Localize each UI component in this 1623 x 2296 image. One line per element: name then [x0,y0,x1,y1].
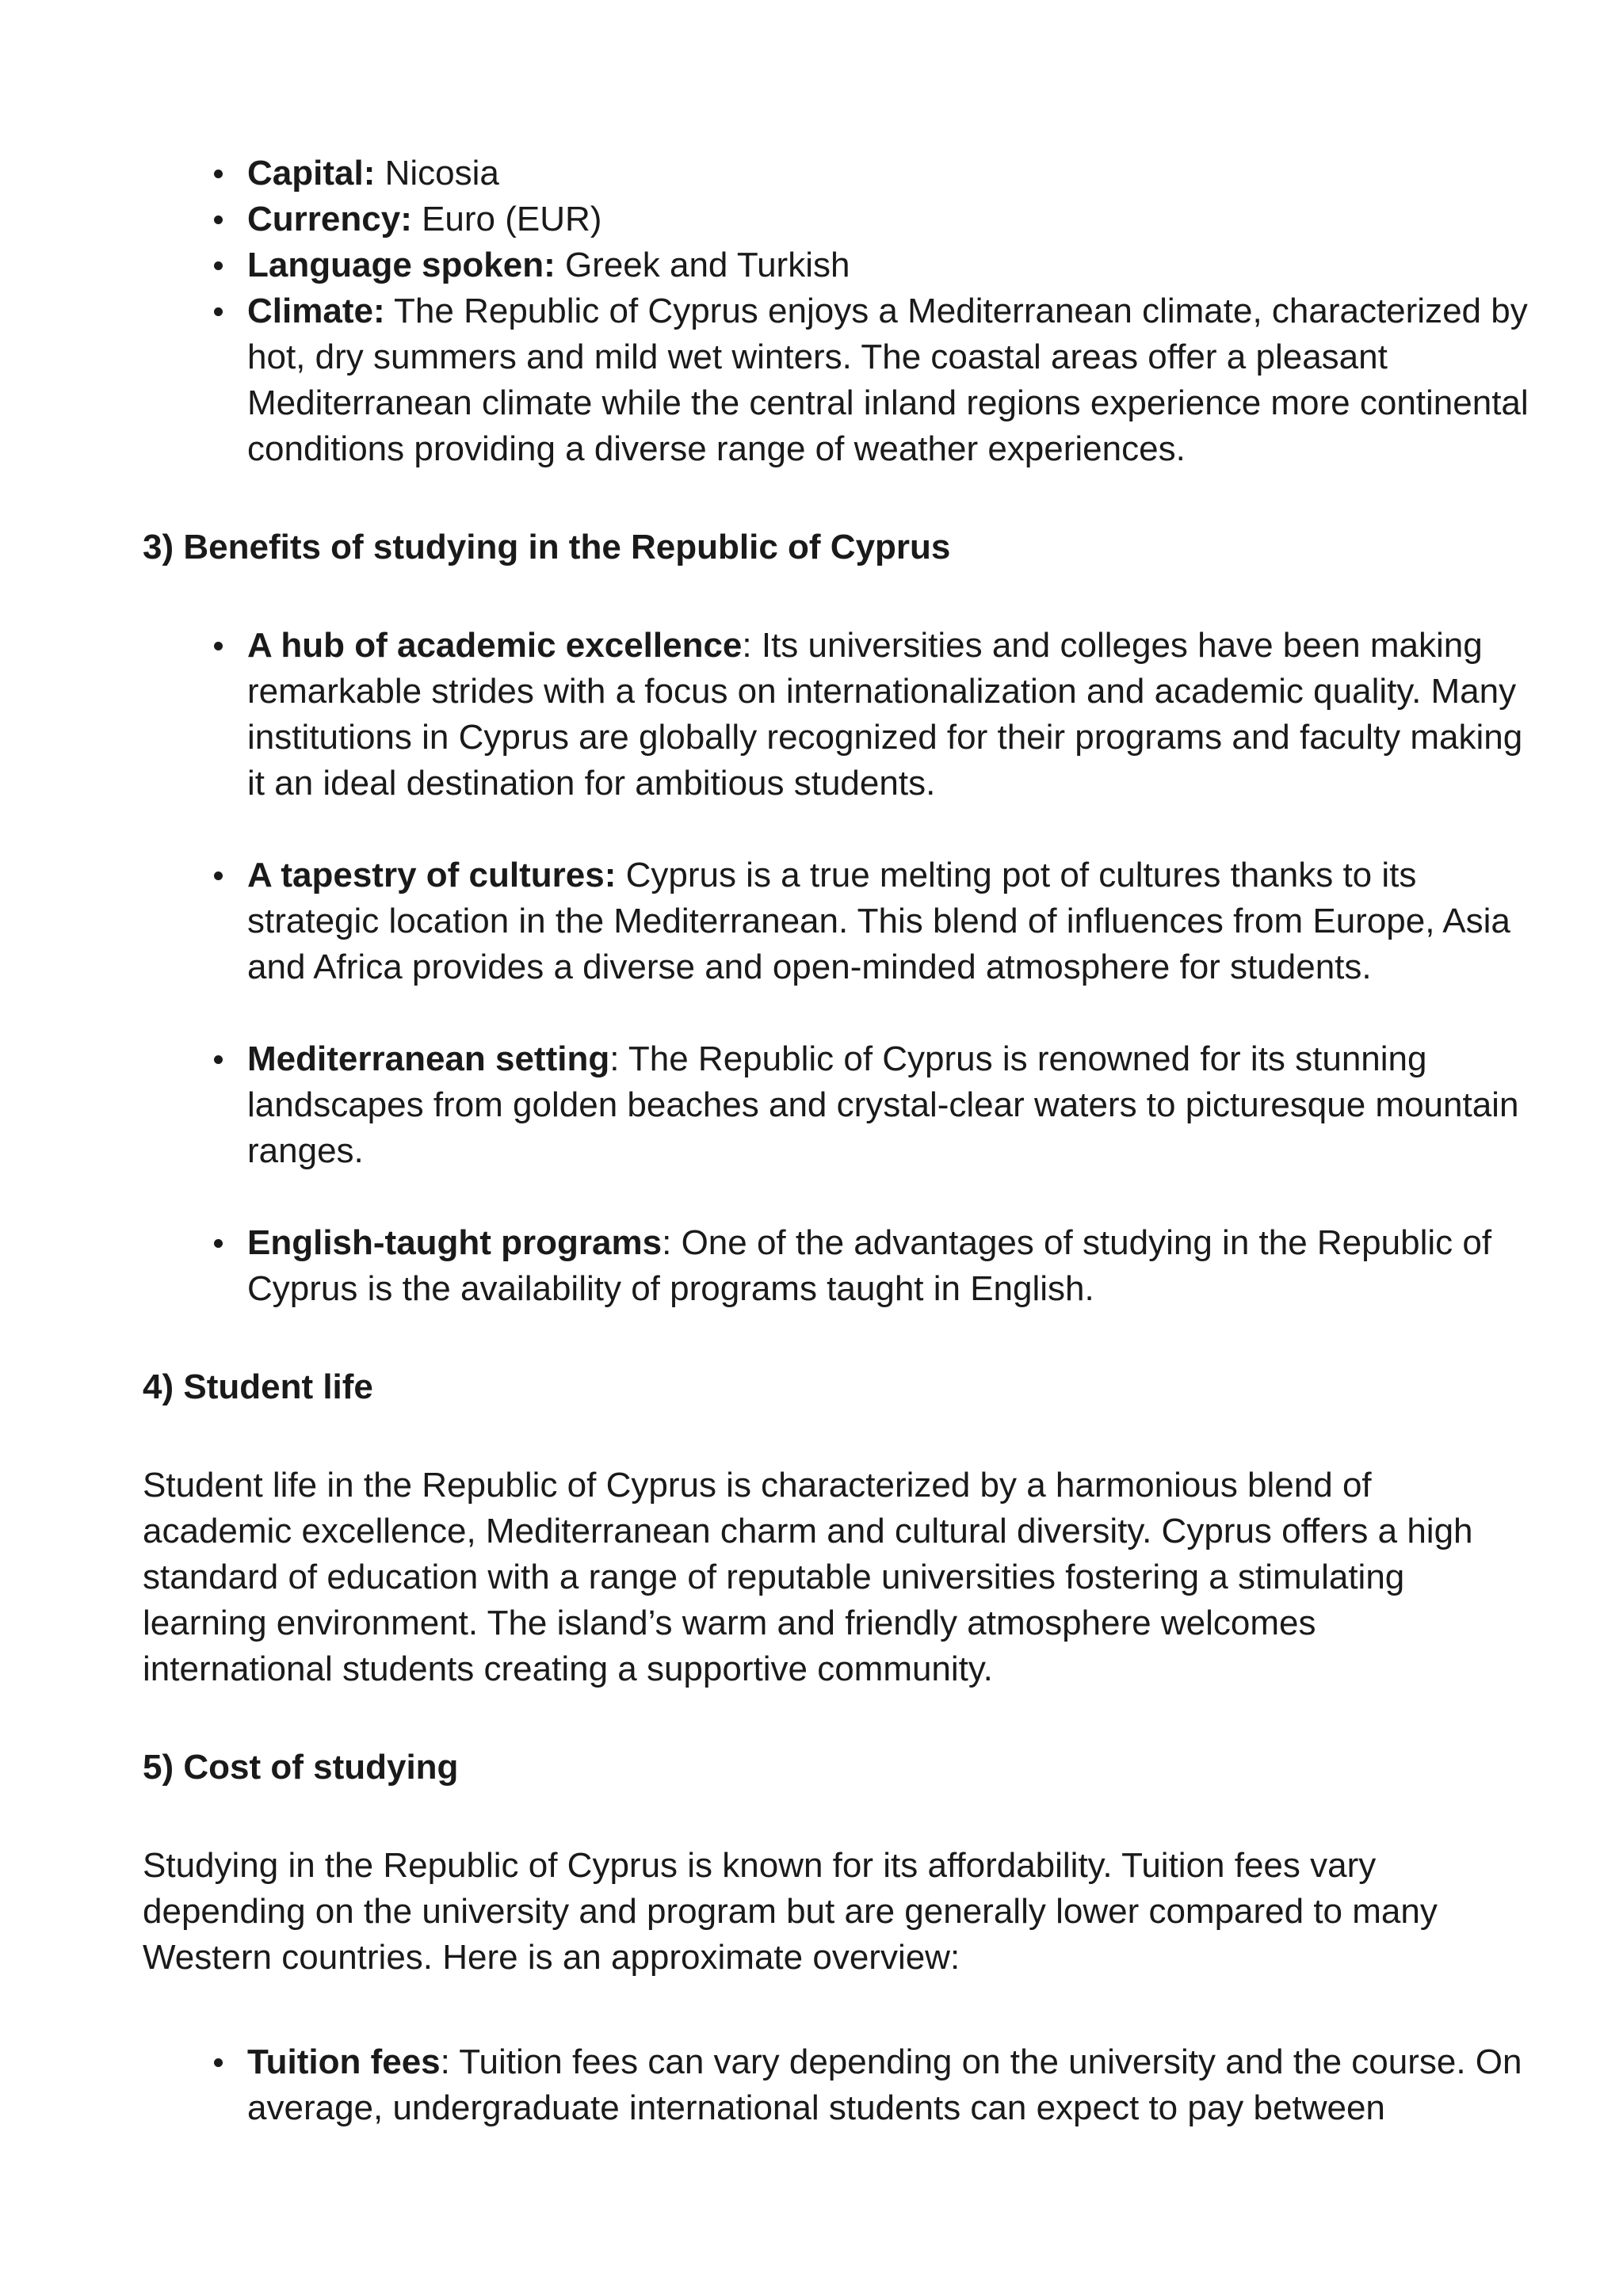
country-facts-list [143,151,1569,472]
list-item-term: Climate: [247,292,385,330]
list-item-term: Capital: [247,154,376,193]
cost-list [143,2039,1569,2131]
list-item-text: : The Republic of Cyprus is renowned for its stunning landscapes from golden beaches and crystal-clear waters to picturesque mountain ranges. [247,1039,1519,1170]
list-item-text: Nicosia [375,154,499,193]
list-item [247,288,1547,472]
list-item-text: : Tuition fees can vary depending on the university and the course. On average, undergraduate international students can expect to pay between [247,2042,1522,2127]
list-item [247,1220,1547,1312]
spacer [143,1791,1569,1843]
list-item-text: Cyprus is a true melting pot of cultures thanks to its strategic location in the Mediterranean. This blend of influences from Europe, Asia and Africa provides a diverse and open-minded atmosphere for students. [247,856,1510,986]
document-page [143,151,1569,2131]
list-item [247,242,1547,288]
spacer [143,570,1569,623]
section-heading-benefits: 3) Benefits of studying in the Republic of Cyprus [143,528,951,566]
list-item-term: Currency: [247,200,412,238]
list-item-text: Greek and Turkish [555,246,850,284]
list-item-text: : Its universities and colleges have been making remarkable strides with a focus on internationalization and academic quality. Many institutions in Cyprus are globally recognized for their programs and faculty making it an ideal destination for ambitious students. [247,626,1523,803]
list-item [247,1036,1547,1174]
list-item-term: A tapestry of cultures: [247,856,617,894]
list-item [247,196,1547,242]
benefits-list [143,623,1569,1312]
list-item [247,2039,1547,2131]
list-item-text: : One of the advantages of studying in the Republic of Cyprus is the availability of programs taught in English. [247,1223,1492,1308]
section-heading-student-life: 4) Student life [143,1367,373,1406]
list-item-term: Tuition fees [247,2042,441,2081]
section-heading-cost: 5) Cost of studying [143,1748,459,1787]
list-item-term: Language spoken: [247,246,556,284]
list-item-text: Euro (EUR) [411,200,602,238]
spacer [143,1981,1569,2039]
spacer [143,472,1569,524]
student-life-paragraph: Student life in the Republic of Cyprus is characterized by a harmonious blend of academic excellence, Mediterranean charm and cultural diversity. Cyprus offers a high standard of education with a range of reputable universities fostering a stimulating learning environment. The island’s warm and friendly atmosphere welcomes international students creating a supportive community. [143,1466,1473,1688]
list-item [247,623,1547,807]
list-item-term: A hub of academic excellence [247,626,743,665]
spacer [143,1692,1569,1745]
spacer [143,1312,1569,1364]
list-item-term: Mediterranean setting [247,1039,610,1078]
spacer [143,1410,1569,1463]
list-item-text: The Republic of Cyprus enjoys a Mediterranean climate, characterized by hot, dry summers and mild wet winters. The coastal areas offer a pleasant Mediterranean climate while the central inland regions experience more continental conditions providing a diverse range of weather experiences. [247,292,1529,468]
list-item-term: English-taught programs [247,1223,663,1262]
cost-paragraph: Studying in the Republic of Cyprus is known for its affordability. Tuition fees vary depending on the university and program but are generally lower compared to many Western countries. Here is an approximate overview: [143,1846,1438,1977]
list-item [247,151,1547,196]
list-item [247,852,1547,990]
